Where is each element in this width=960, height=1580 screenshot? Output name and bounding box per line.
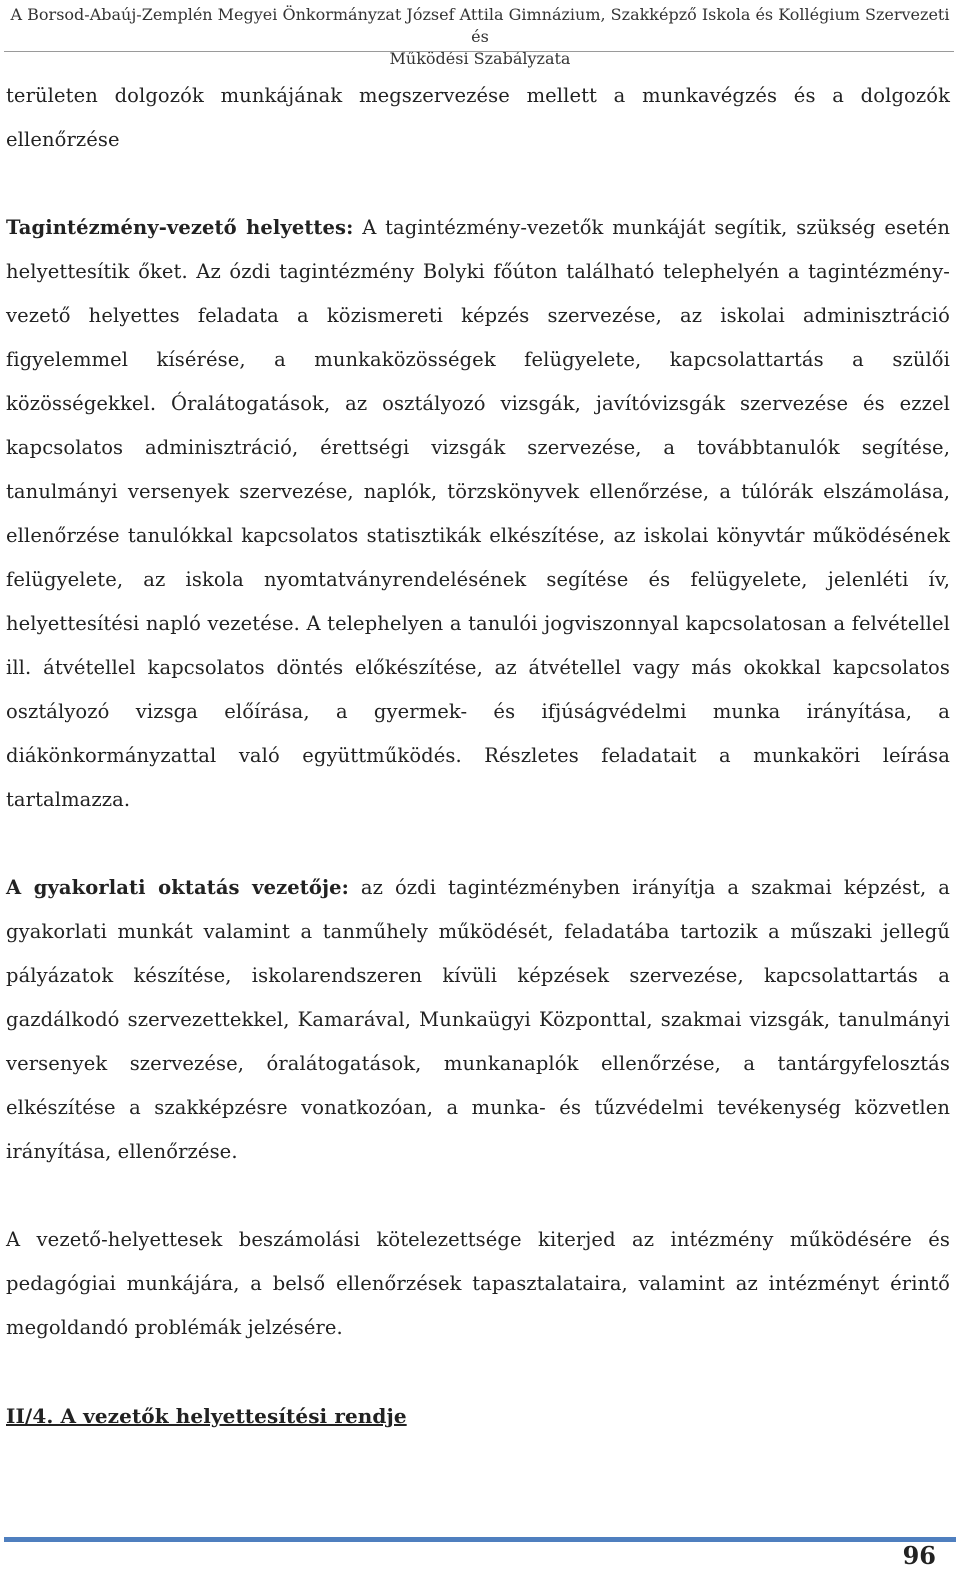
paragraph-gap bbox=[6, 1174, 950, 1218]
paragraph-practical-lead bbox=[6, 866, 950, 1174]
document-header bbox=[0, 4, 960, 70]
header-line-2: Működési Szabályzata bbox=[389, 49, 571, 68]
paragraph-practical-lead-text: az ózdi tagintézményben irányítja a szakmai képzést, a gyakorlati munkát valamint a tanműhely működését, feladatába tartozik a műszaki jellegű pályázatok készítése, iskolarendszeren kívüli képzések szervezése, kapcsolattartás a gazdálkodó szervezettekkel, Kamarával, Munkaügyi Központtal, szakmai vizsgák, tanulmányi versenyek szervezése, óralátogatások, munkanaplók ellenőrzése, a tantárgyfelosztás elkészítése a szakképzésre vonatkozóan, a munka- és tűzvédelmi tevékenység közvetlen irányítása, ellenőrzése. bbox=[6, 876, 950, 1163]
footer-divider bbox=[4, 1537, 956, 1542]
paragraph-intro: területen dolgozók munkájának megszervezése mellett a munkavégzés és a dolgozók ellenőrzése bbox=[6, 84, 950, 151]
paragraph-deputy-text: A tagintézmény-vezetők munkáját segítik, szükség esetén helyettesítik őket. Az ózdi tagintézmény Bolyki főúton található telephelyén a tagintézmény-vezető helyettes feladata a közismereti képzés szervezése, az iskolai adminisztráció figyelemmel kísérése, a munkaközösségek felügyelete, kapcsolattartás a szülői közösségekkel. Óralátogatások, az osztályozó vizsgák, javítóvizsgák szervezése és ezzel kapcsolatos adminisztráció, érettségi vizsgák szervezése, a továbbtanulók segítése, tanulmányi versenyek szervezése, naplók, törzskönyvek ellenőrzése, a túlórák elszámolása, ellenőrzése tanulókkal kapcsolatos statisztikák elkészítése, az iskolai könyvtár működésének felügyelete, az iskola nyomtatványrendelésének segítése és felügyelete, jelenléti ív, helyettesítési napló vezetése. A telephelyen a tanulói jogviszonnyal kapcsolatosan a felvétellel ill. átvétellel kapcsolatos döntés előkészítése, az átvétellel vagy más okokkal kapcsolatos osztályozó vizsga előírása, a gyermek- és ifjúságvédelmi munka irányítása, a diákönkormányzattal való együttműködés. Részletes feladatait a munkaköri leírása tartalmazza. bbox=[6, 216, 950, 811]
paragraph-gap bbox=[6, 822, 950, 866]
paragraph-deputy-term: Tagintézmény-vezető helyettes: bbox=[6, 216, 354, 239]
paragraph-gap bbox=[6, 162, 950, 206]
header-line-1: A Borsod-Abaúj-Zemplén Megyei Önkormányzat József Attila Gimnázium, Szakképző Iskola és Kollégium Szervezeti és bbox=[10, 5, 950, 46]
section-heading: II/4. A vezetők helyettesítési rendje bbox=[6, 1404, 407, 1428]
page-number: 96 bbox=[902, 1541, 936, 1570]
header-divider bbox=[4, 51, 954, 52]
paragraph-deputy bbox=[6, 206, 950, 822]
paragraph-reporting: A vezető-helyettesek beszámolási kötelezettsége kiterjed az intézmény működésére és pedagógiai munkájára, a belső ellenőrzések tapasztalataira, valamint az intézményt érintő megoldandó problémák jelzésére. bbox=[6, 1228, 950, 1339]
paragraph-gap bbox=[6, 1350, 950, 1394]
document-body bbox=[6, 74, 950, 1438]
paragraph-practical-lead-term: A gyakorlati oktatás vezetője: bbox=[6, 876, 349, 899]
